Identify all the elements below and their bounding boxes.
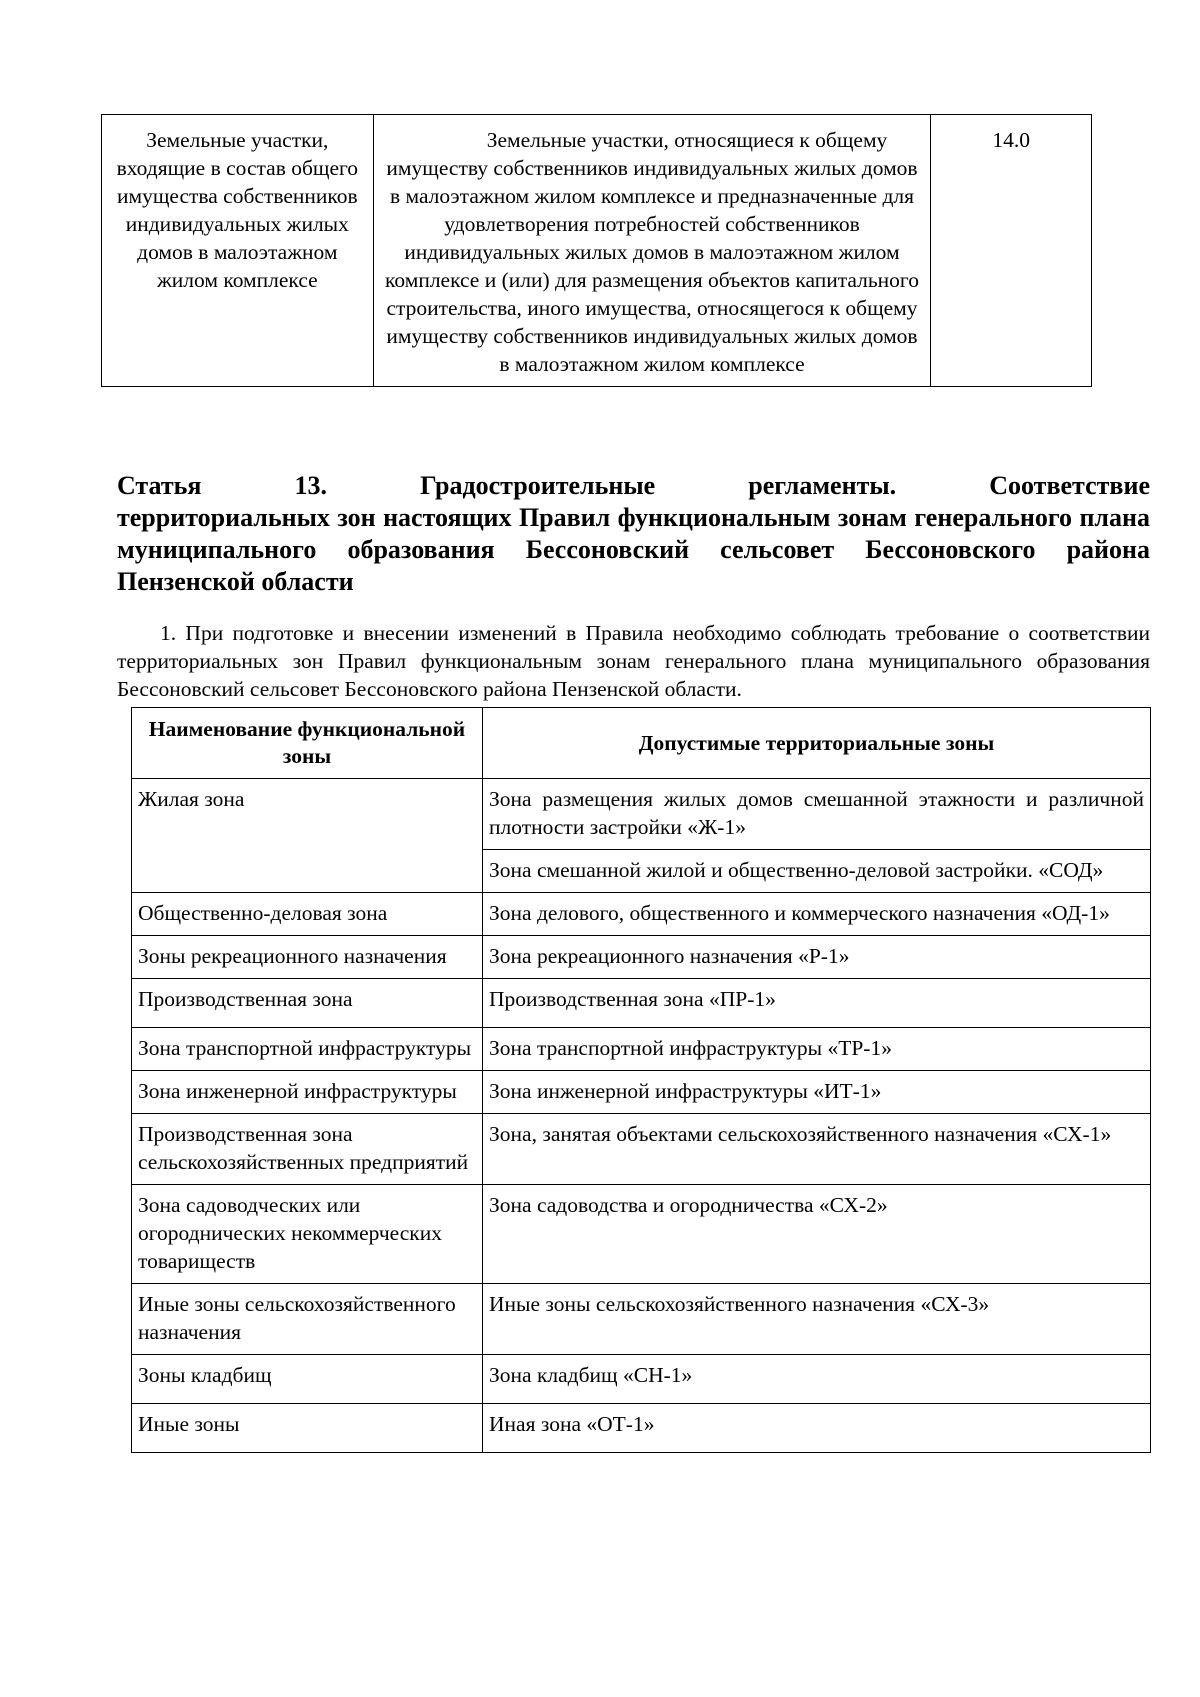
territorial-zone-cell: Зона, занятая объектами сельскохозяйственного назначения «СХ-1» — [483, 1114, 1151, 1185]
functional-zone-cell: Зоны кладбищ — [132, 1355, 483, 1404]
functional-zone-cell: Зоны рекреационного назначения — [132, 936, 483, 979]
functional-zone-cell: Иные зоны сельскохозяйственного назначения — [132, 1284, 483, 1355]
land-use-table — [101, 114, 1092, 387]
functional-zone-cell: Зона садоводческих или огороднических некоммерческих товариществ — [132, 1185, 483, 1284]
table-row — [102, 115, 1092, 387]
functional-zone-cell: Зона инженерной инфраструктуры — [132, 1071, 483, 1114]
table-row — [132, 893, 1151, 936]
territorial-zone-cell: Зона инженерной инфраструктуры «ИТ-1» — [483, 1071, 1151, 1114]
header-territorial-zones: Допустимые территориальные зоны — [483, 708, 1151, 779]
land-use-name: Земельные участки, входящие в состав общего имущества собственников индивидуальных жилых домов в малоэтажном жилом комплексе — [102, 115, 374, 387]
article-paragraph: 1. При подготовке и внесении изменений в Правила необходимо соблюдать требование о соответствии территориальных зон Правил функциональным зонам генерального плана муниципального образования Бессоновский сельсовет Бессоновского района Пензенской области. — [117, 621, 1150, 701]
table-row — [132, 1185, 1151, 1284]
article-heading-rest: территориальных зон настоящих Правил функциональным зонам генерального плана муниципального образования Бессоновский сельсовет Бессоновского района Пензенской области — [117, 503, 1150, 596]
functional-zone-cell: Зона транспортной инфраструктуры — [132, 1028, 483, 1071]
territorial-zone-cell: Зона размещения жилых домов смешанной этажности и различной плотности застройки «Ж-1» — [483, 779, 1151, 850]
territorial-zone-cell: Производственная зона «ПР-1» — [483, 979, 1151, 1028]
functional-zone-cell: Жилая зона — [132, 779, 483, 893]
table-row — [132, 779, 1151, 850]
table-row — [132, 1071, 1151, 1114]
table-row — [132, 1404, 1151, 1453]
functional-zone-cell: Иные зоны — [132, 1404, 483, 1453]
table-row — [132, 1028, 1151, 1071]
functional-zone-cell: Производственная зона — [132, 979, 483, 1028]
table-row — [132, 1284, 1151, 1355]
territorial-zone-cell: Иная зона «ОТ-1» — [483, 1404, 1151, 1453]
territorial-zone-cell: Зона рекреационного назначения «Р-1» — [483, 936, 1151, 979]
table-row — [132, 936, 1151, 979]
territorial-zone-cell: Зона смешанной жилой и общественно-деловой застройки. «СОД» — [483, 850, 1151, 893]
territorial-zone-cell: Зона садоводства и огородничества «СХ-2» — [483, 1185, 1151, 1284]
zones-correspondence-table — [131, 707, 1151, 1453]
table-row — [132, 1114, 1151, 1185]
functional-zone-cell: Общественно-деловая зона — [132, 893, 483, 936]
article-heading — [117, 470, 1150, 598]
territorial-zone-cell: Зона делового, общественного и коммерческого назначения «ОД-1» — [483, 893, 1151, 936]
table-row — [132, 979, 1151, 1028]
territorial-zone-cell: Зона транспортной инфраструктуры «ТР-1» — [483, 1028, 1151, 1071]
territorial-zone-cell: Иные зоны сельскохозяйственного назначения «СХ-3» — [483, 1284, 1151, 1355]
header-functional-zone: Наименование функциональной зоны — [132, 708, 483, 779]
territorial-zone-cell: Зона кладбищ «СН-1» — [483, 1355, 1151, 1404]
table-row — [132, 1355, 1151, 1404]
land-use-description: Земельные участки, относящиеся к общему имуществу собственников индивидуальных жилых домов в малоэтажном жилом комплексе и предназначенные для удовлетворения потребностей собственников индивидуальных жилых домов в малоэтажном жилом комплексе и (или) для размещения объектов капитального строительства, иного имущества, относящегося к общему имуществу собственников индивидуальных жилых домов в малоэтажном жилом комплексе — [373, 115, 931, 387]
functional-zone-cell: Производственная зона сельскохозяйственных предприятий — [132, 1114, 483, 1185]
land-use-code: 14.0 — [931, 115, 1092, 387]
table-header-row — [132, 708, 1151, 779]
article-heading-first-line: Статья 13. Градостроительные регламенты. Соответствие — [117, 471, 1150, 500]
